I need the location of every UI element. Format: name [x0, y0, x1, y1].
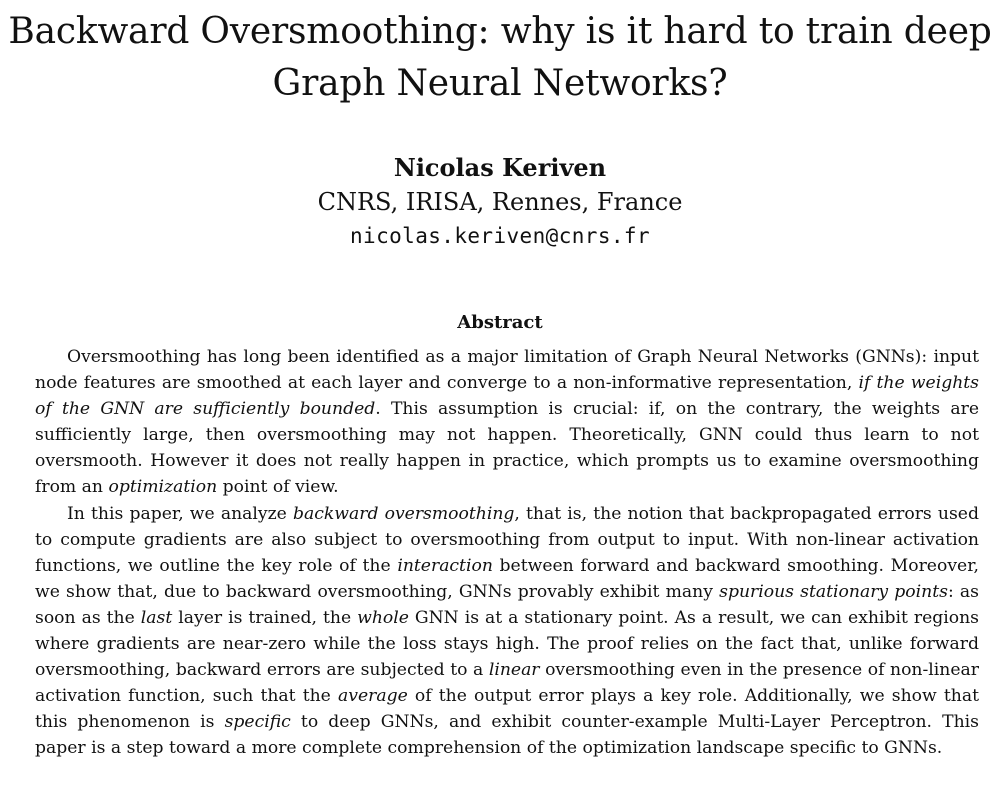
abstract-p2-text-6: GNN is at a stationary point. As a result, we can exhibit regions where gradients are near-zero while the loss stays high. The proof relies on the fact that, unlike forward oversmoothing, backward errors are subjected to a: [35, 607, 979, 681]
paper-title-line-2: Graph Neural Networks?: [272, 63, 728, 104]
abstract-p2-emph-3: spurious stationary points: [719, 581, 948, 602]
abstract-p2-emph-1: backward oversmoothing: [292, 503, 515, 524]
abstract-p2-text-3: between forward and backward smoothing. Moreover, we show that, due to backward oversmoothing, GNNs provably exhibit many: [35, 555, 979, 602]
abstract-heading: Abstract: [457, 312, 543, 333]
abstract-p2-text-7: oversmoothing even in the presence of non-linear activation function, such that the: [35, 660, 979, 707]
abstract-p2-text-2: , that is, the notion that backpropagated errors used to compute gradients are also subject to oversmoothing from output to input. With non-linear activation functions, we outline the key role of the: [35, 503, 979, 576]
abstract-p1-text-2: . This assumption is crucial: if, on the contrary, the weights are sufficiently large, then oversmoothing may not happen. Theoretically, GNN could thus learn to not oversmooth. However it does not really happen in practice, which prompts us to examine oversmoothing from an: [35, 399, 979, 498]
abstract-paragraph-2: [35, 501, 979, 762]
author-affiliation: CNRS, IRISA, Rennes, France: [317, 188, 683, 216]
abstract-paragraph-1: [35, 344, 979, 501]
abstract-p2-text-1: In this paper, we analyze: [67, 503, 293, 524]
abstract-p2-emph-5: whole: [357, 607, 409, 628]
paper-title: [0, 6, 1000, 110]
abstract-p2-emph-8: specific: [224, 712, 291, 733]
author-email[interactable]: nicolas.keriven@cnrs.fr: [350, 224, 650, 248]
author-block: [0, 151, 1000, 253]
abstract-p2-emph-7: average: [337, 686, 408, 707]
abstract-body: [35, 344, 979, 762]
abstract-p1-emph-1: if the weights of the GNN are sufficiently bounded: [35, 373, 979, 420]
abstract-p1-text-1: Oversmoothing has long been identified as a major limitation of Graph Neural Networks (GNNs): input node features are smoothed at each layer and converge to a non-informative representation,: [35, 347, 979, 394]
abstract-p1-emph-2: optimization: [108, 477, 218, 498]
paper-title-line-1: Backward Oversmoothing: why is it hard to train deep: [8, 11, 992, 52]
abstract-p2-text-8: of the output error plays a key role. Additionally, we show that this phenomenon is: [35, 686, 979, 733]
abstract-p2-emph-4: last: [140, 607, 173, 628]
abstract-p2-emph-6: linear: [488, 660, 540, 681]
abstract-p2-text-4: : as soon as the: [35, 581, 979, 628]
abstract-p2-emph-2: interaction: [397, 555, 493, 576]
author-name: Nicolas Keriven: [393, 153, 607, 182]
abstract-p2-text-9: to deep GNNs, and exhibit counter-example Multi-Layer Perceptron. This paper is a step toward a more complete comprehension of the optimization landscape specific to GNNs.: [35, 712, 979, 759]
abstract-p1-text-3: point of view.: [217, 477, 339, 498]
abstract-p2-text-5: layer is trained, the: [172, 607, 358, 628]
